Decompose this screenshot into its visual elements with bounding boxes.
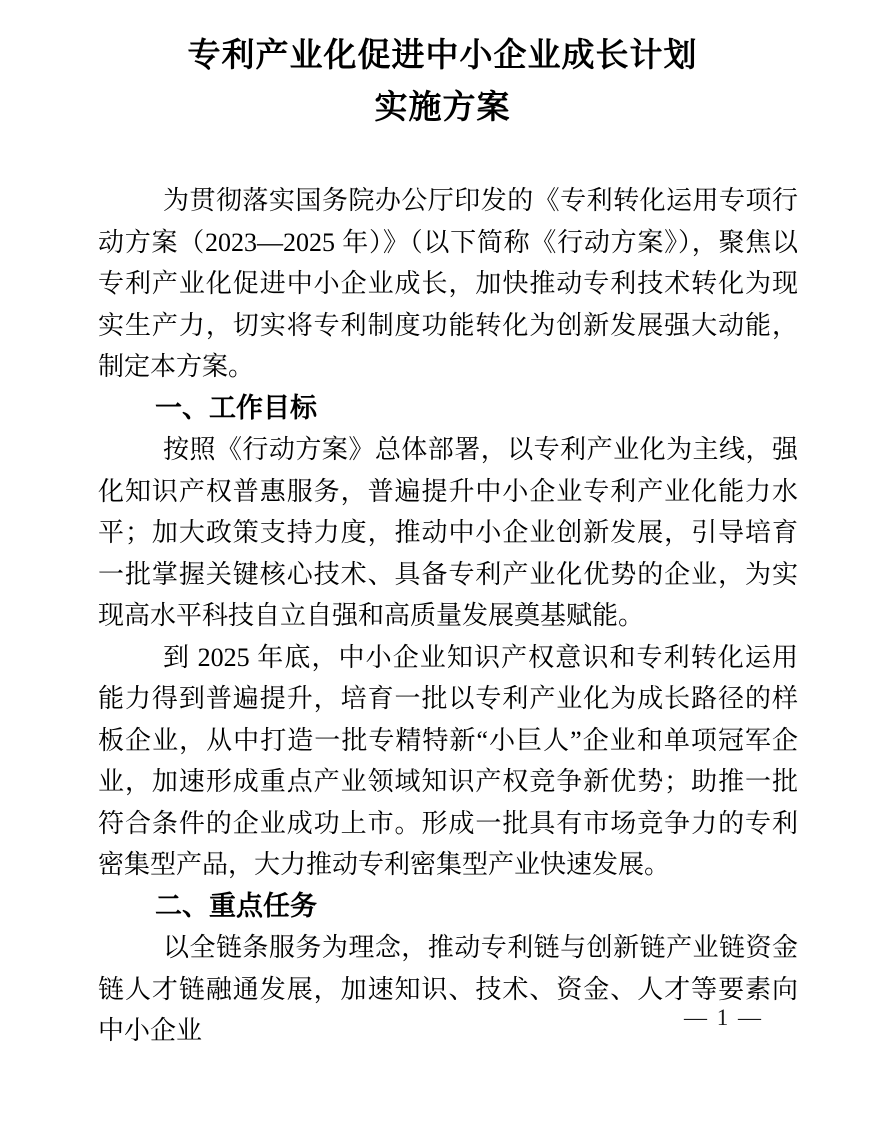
document-title <box>0 0 885 134</box>
document-body <box>0 180 885 1052</box>
document-title-line1: 专利产业化促进中小企业成长计划 <box>187 38 698 74</box>
page-number: — 1 — <box>684 1005 763 1030</box>
body-paragraph-goals-2: 到 2025 年底，中小企业知识产权意识和专利转化运用能力得到普遍提升，培育一批以专利产业化为成长路径的样板企业，从中打造一批专精特新“小巨人”企业和单项冠军企业，加速形成重点产业领域知识产权竞争新优势；助推一批符合条件的企业成功上市。形成一批具有市场竞争力的专利密集型产品，大力推动专利密集型产业快速发展。 <box>98 642 798 879</box>
document-title-line2: 实施方案 <box>374 90 511 126</box>
body-paragraph-tasks-1: 以全链条服务为理念，推动专利链与创新链产业链资金链人才链融通发展，加速知识、技术、资金、人才等要素向中小企业 <box>98 933 798 1045</box>
body-paragraph-intro: 为贯彻落实国务院办公厅印发的《专利转化运用专项行动方案（2023—2025 年）》（以下简称《行动方案》），聚焦以专利产业化促进中小企业成长，加快推动专利技术转化为现实生产力，切实将专利制度功能转化为创新发展强大动能，制定本方案。 <box>98 186 798 381</box>
body-paragraph-goals-1: 按照《行动方案》总体部署，以专利产业化为主线，强化知识产权普惠服务，普遍提升中小企业专利产业化能力水平；加大政策支持力度，推动中小企业创新发展，引导培育一批掌握关键核心技术、具备专利产业化优势的企业，为实现高水平科技自立自强和高质量发展奠基赋能。 <box>98 435 798 630</box>
section-heading-key-tasks: 二、重点任务 <box>155 890 317 921</box>
section-heading-work-goals: 一、工作目标 <box>155 392 317 423</box>
